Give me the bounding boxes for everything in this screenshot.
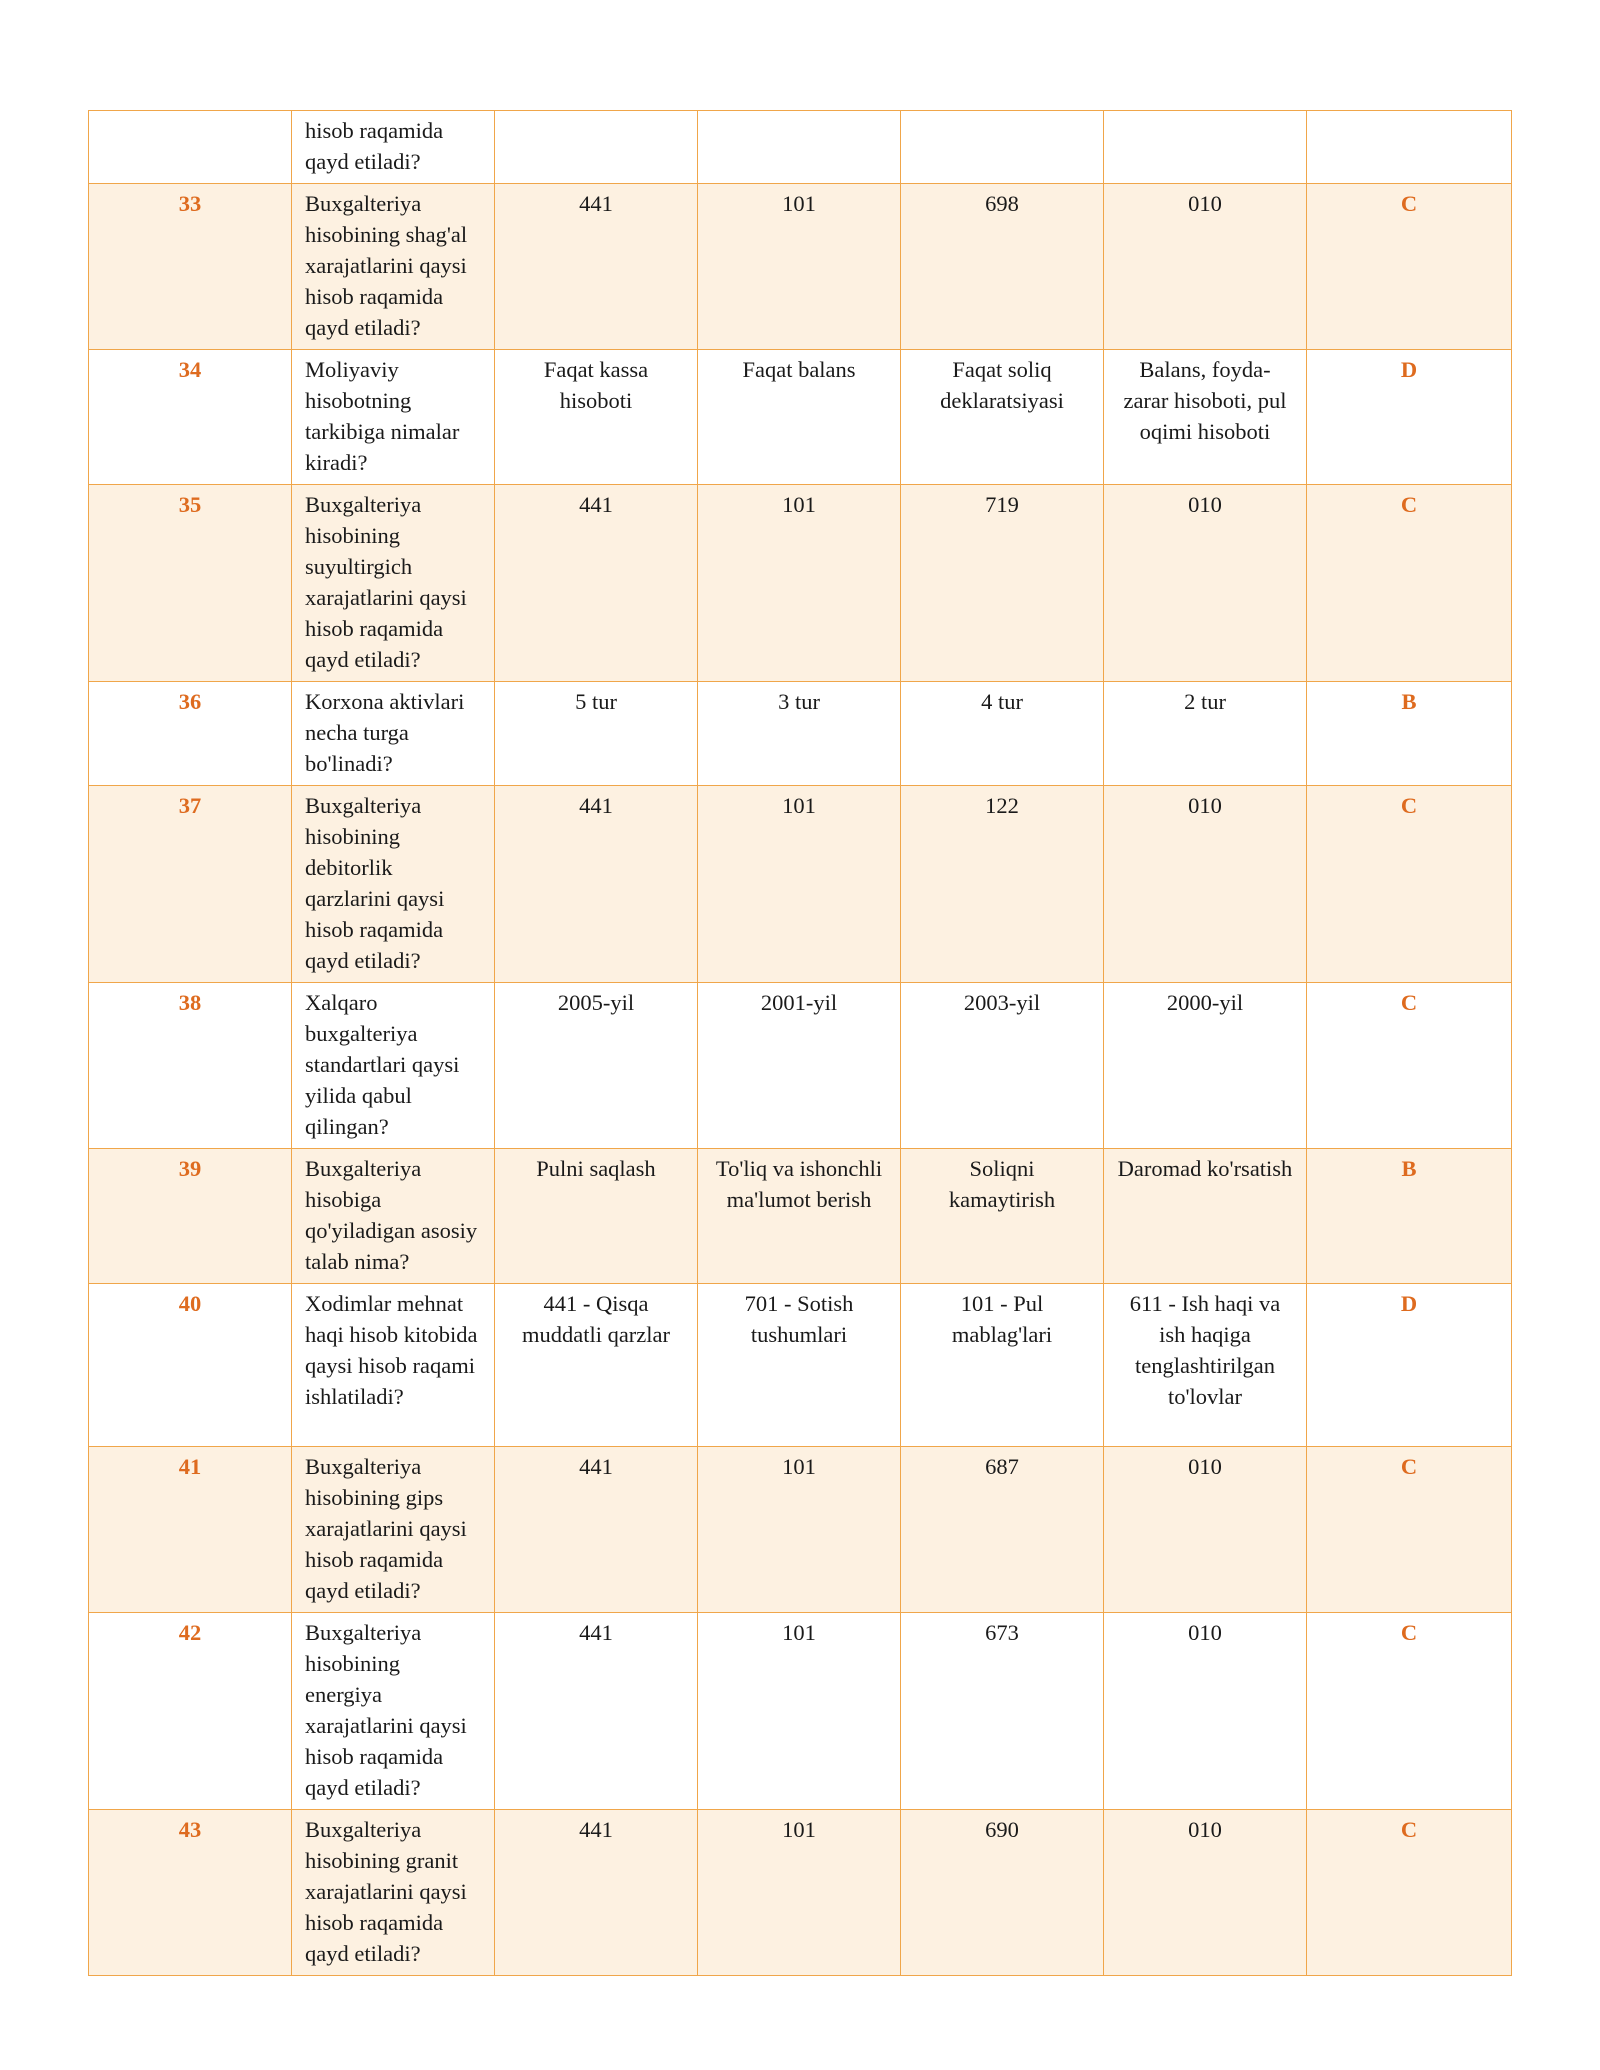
table-row	[89, 1810, 1512, 1976]
option-a: 441	[495, 1447, 698, 1613]
option-d: 010	[1104, 1447, 1307, 1613]
question-number: 43	[89, 1810, 292, 1976]
option-c: 673	[901, 1613, 1104, 1810]
correct-answer: C	[1307, 786, 1512, 983]
option-c: Faqat soliq deklaratsiyasi	[901, 350, 1104, 485]
question-number: 41	[89, 1447, 292, 1613]
question-text: Xalqaro buxgalteriya standartlari qaysi yilida qabul qilingan?	[292, 983, 495, 1149]
option-a: 441	[495, 1810, 698, 1976]
correct-answer: D	[1307, 1284, 1512, 1447]
question-number	[89, 111, 292, 184]
option-a: 441	[495, 184, 698, 350]
option-d	[1104, 111, 1307, 184]
question-text: Buxgalteriya hisobining suyultirgich xarajatlarini qaysi hisob raqamida qayd etiladi?	[292, 485, 495, 682]
correct-answer: C	[1307, 983, 1512, 1149]
table-row	[89, 1149, 1512, 1284]
option-d: 611 - Ish haqi va ish haqiga tenglashtirilgan to'lovlar	[1104, 1284, 1307, 1447]
question-text: Korxona aktivlari necha turga bo'linadi?	[292, 682, 495, 786]
question-text: Moliyaviy hisobotning tarkibiga nimalar kiradi?	[292, 350, 495, 485]
option-d: 2 tur	[1104, 682, 1307, 786]
correct-answer: C	[1307, 1810, 1512, 1976]
option-a: 441 - Qisqa muddatli qarzlar	[495, 1284, 698, 1447]
question-text: Buxgalteriya hisobining granit xarajatlarini qaysi hisob raqamida qayd etiladi?	[292, 1810, 495, 1976]
option-b: 2001-yil	[698, 983, 901, 1149]
question-number: 34	[89, 350, 292, 485]
question-number: 39	[89, 1149, 292, 1284]
option-c	[901, 111, 1104, 184]
question-text: Buxgalteriya hisobining debitorlik qarzlarini qaysi hisob raqamida qayd etiladi?	[292, 786, 495, 983]
option-b	[698, 111, 901, 184]
question-text: Buxgalteriya hisobining energiya xarajatlarini qaysi hisob raqamida qayd etiladi?	[292, 1613, 495, 1810]
table-row	[89, 184, 1512, 350]
option-d: 010	[1104, 184, 1307, 350]
question-number: 42	[89, 1613, 292, 1810]
question-text: Buxgalteriya hisobining gips xarajatlarini qaysi hisob raqamida qayd etiladi?	[292, 1447, 495, 1613]
correct-answer: D	[1307, 350, 1512, 485]
option-c: 4 tur	[901, 682, 1104, 786]
option-d: 010	[1104, 786, 1307, 983]
quiz-table	[88, 110, 1512, 1976]
option-b: 101	[698, 184, 901, 350]
question-number: 37	[89, 786, 292, 983]
correct-answer: B	[1307, 682, 1512, 786]
question-text: Buxgalteriya hisobiga qo'yiladigan asosiy talab nima?	[292, 1149, 495, 1284]
correct-answer: C	[1307, 1613, 1512, 1810]
option-c: 101 - Pul mablag'lari	[901, 1284, 1104, 1447]
option-a: 441	[495, 786, 698, 983]
table-row	[89, 350, 1512, 485]
option-c: 719	[901, 485, 1104, 682]
option-b: 101	[698, 786, 901, 983]
question-number: 40	[89, 1284, 292, 1447]
option-d: 010	[1104, 1613, 1307, 1810]
table-row	[89, 1284, 1512, 1447]
option-b: 101	[698, 1810, 901, 1976]
table-row	[89, 682, 1512, 786]
question-number: 36	[89, 682, 292, 786]
option-b: 101	[698, 1447, 901, 1613]
option-c: Soliqni kamaytirish	[901, 1149, 1104, 1284]
correct-answer: C	[1307, 184, 1512, 350]
option-d: 010	[1104, 485, 1307, 682]
question-text: Xodimlar mehnat haqi hisob kitobida qaysi hisob raqami ishlatiladi?	[292, 1284, 495, 1447]
table-row	[89, 485, 1512, 682]
question-number: 35	[89, 485, 292, 682]
table-row	[89, 1613, 1512, 1810]
option-a: Pulni saqlash	[495, 1149, 698, 1284]
option-a: 441	[495, 485, 698, 682]
option-d: Balans, foyda-zarar hisoboti, pul oqimi hisoboti	[1104, 350, 1307, 485]
table-row	[89, 111, 1512, 184]
table-row	[89, 983, 1512, 1149]
correct-answer: C	[1307, 485, 1512, 682]
option-b: Faqat balans	[698, 350, 901, 485]
correct-answer: B	[1307, 1149, 1512, 1284]
correct-answer	[1307, 111, 1512, 184]
option-b: To'liq va ishonchli ma'lumot berish	[698, 1149, 901, 1284]
option-c: 698	[901, 184, 1104, 350]
option-c: 690	[901, 1810, 1104, 1976]
option-b: 701 - Sotish tushumlari	[698, 1284, 901, 1447]
table-row	[89, 1447, 1512, 1613]
question-text: Buxgalteriya hisobining shag'al xarajatlarini qaysi hisob raqamida qayd etiladi?	[292, 184, 495, 350]
option-c: 687	[901, 1447, 1104, 1613]
option-a: 441	[495, 1613, 698, 1810]
question-number: 33	[89, 184, 292, 350]
option-a: 5 tur	[495, 682, 698, 786]
table-row	[89, 786, 1512, 983]
correct-answer: C	[1307, 1447, 1512, 1613]
option-c: 122	[901, 786, 1104, 983]
option-d: Daromad ko'rsatish	[1104, 1149, 1307, 1284]
option-a: 2005-yil	[495, 983, 698, 1149]
option-b: 101	[698, 485, 901, 682]
option-d: 2000-yil	[1104, 983, 1307, 1149]
option-c: 2003-yil	[901, 983, 1104, 1149]
quiz-table-body	[89, 111, 1512, 1976]
option-b: 101	[698, 1613, 901, 1810]
question-number: 38	[89, 983, 292, 1149]
option-b: 3 tur	[698, 682, 901, 786]
option-d: 010	[1104, 1810, 1307, 1976]
question-text: hisob raqamida qayd etiladi?	[292, 111, 495, 184]
option-a	[495, 111, 698, 184]
option-a: Faqat kassa hisoboti	[495, 350, 698, 485]
